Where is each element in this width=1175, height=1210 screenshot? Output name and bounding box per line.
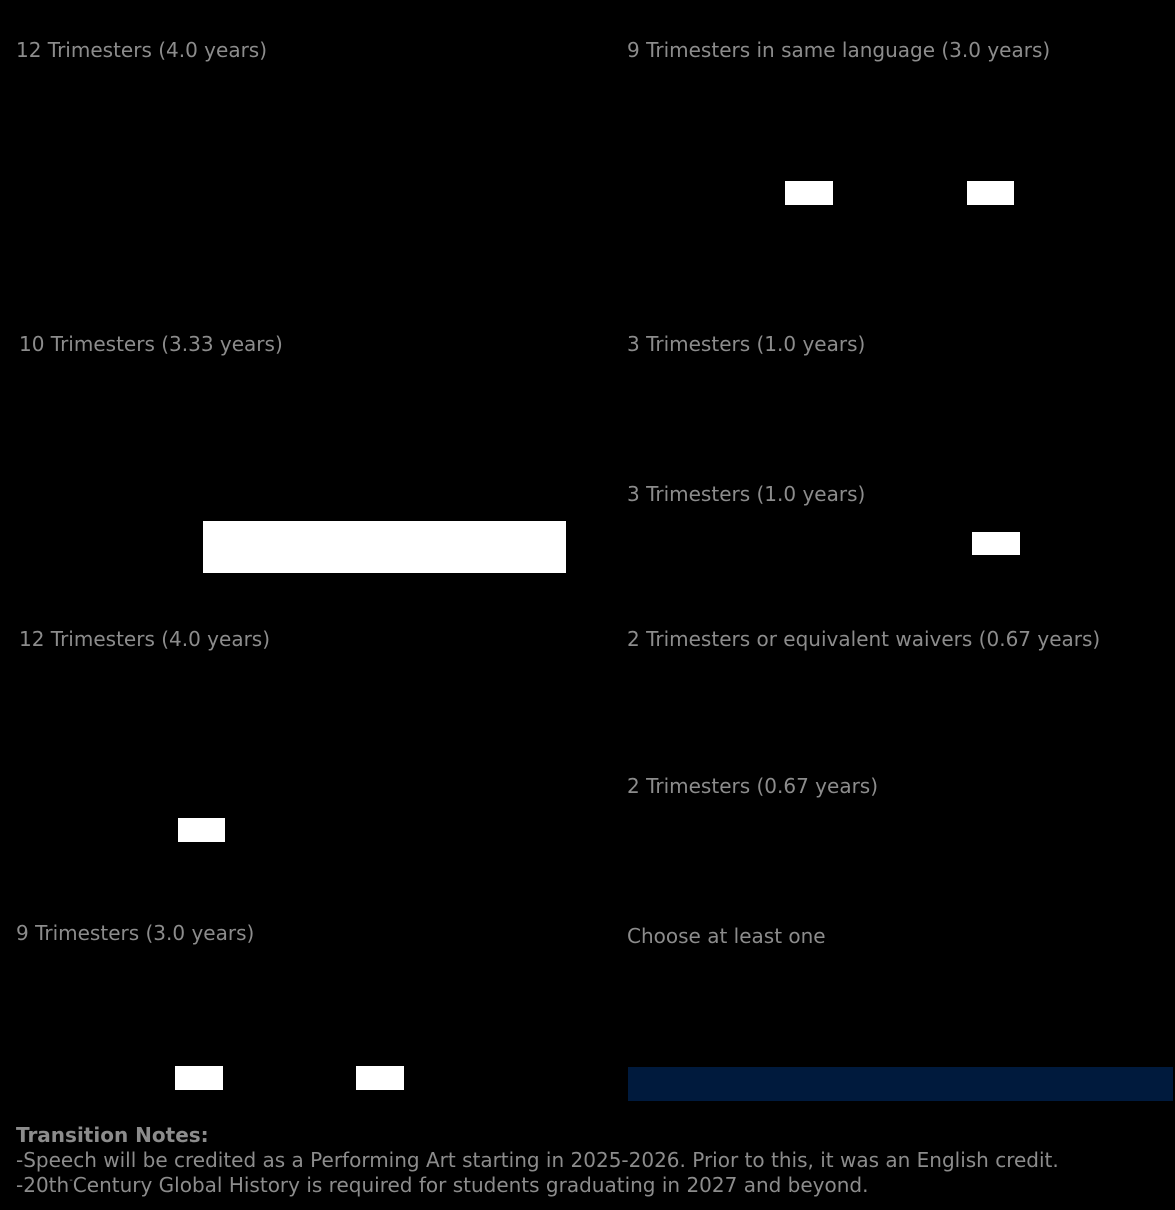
notes-line-part: Century Global History is required for students graduating in 2027 and beyond. — [72, 1173, 869, 1197]
highlight-block — [785, 181, 833, 205]
requirement-label: 3 Trimesters (1.0 years) — [627, 482, 866, 506]
requirement-label: 10 Trimesters (3.33 years) — [19, 332, 283, 356]
notes-line-part: -20th — [16, 1173, 70, 1197]
requirement-label: 2 Trimesters or equivalent waivers (0.67 years) — [627, 627, 1101, 651]
requirement-label: Choose at least one — [627, 924, 826, 948]
notes-heading: Transition Notes: — [16, 1123, 209, 1147]
requirement-label: 9 Trimesters in same language (3.0 years) — [627, 38, 1051, 62]
requirement-label: 9 Trimesters (3.0 years) — [16, 921, 255, 945]
notes-line: -Speech will be credited as a Performing Art starting in 2025-2026. Prior to this, it was an English credit. — [16, 1148, 1059, 1172]
requirement-label: 12 Trimesters (4.0 years) — [19, 627, 271, 651]
highlight-block — [972, 532, 1020, 555]
highlight-block — [178, 818, 225, 842]
requirement-label: 2 Trimesters (0.67 years) — [627, 774, 879, 798]
highlight-block — [175, 1066, 223, 1090]
transition-notes — [16, 1123, 1059, 1198]
highlight-block — [967, 181, 1014, 205]
requirement-label: 3 Trimesters (1.0 years) — [627, 332, 866, 356]
notes-line — [16, 1173, 1059, 1198]
notes-superscript: - — [69, 1175, 73, 1186]
requirement-label: 12 Trimesters (4.0 years) — [16, 38, 268, 62]
highlight-block — [356, 1066, 404, 1090]
navy-bar — [628, 1067, 1173, 1101]
highlight-block — [203, 521, 566, 573]
